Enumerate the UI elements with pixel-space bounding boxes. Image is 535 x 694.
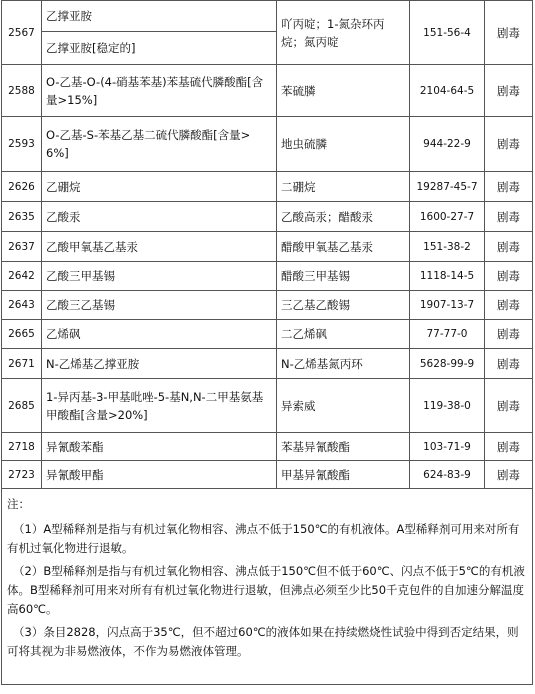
table-row xyxy=(2,291,533,320)
cas-number: 1600-27-7 xyxy=(410,202,485,232)
table-row xyxy=(2,65,533,117)
row-number: 2718 xyxy=(2,433,42,461)
table-row xyxy=(2,433,533,461)
table-row xyxy=(2,1,533,65)
cas-number: 944-22-9 xyxy=(410,117,485,172)
table-row xyxy=(2,320,533,349)
chemical-name: O-乙基-S-苯基乙基二硫代膦酸酯[含量>6%] xyxy=(42,117,277,172)
cas-number: 151-56-4 xyxy=(410,1,485,65)
row-number: 2643 xyxy=(2,291,42,320)
note-item: （2）B型稀释剂是指与有机过氧化物相容、沸点低于150℃但不低于60℃、闪点不低于5℃的有机液体。B型稀释剂可用来对所有有机过氧化物进行退敏，但沸点必须至少比50千克包件的自加速分解温度高60℃。 xyxy=(7,564,525,616)
chemical-name: 乙酸三乙基锡 xyxy=(42,291,277,320)
hazard-category: 剧毒 xyxy=(485,172,533,202)
notes-heading: 注： xyxy=(7,497,30,511)
table-body xyxy=(2,1,533,685)
chemical-name: N-乙烯基乙撑亚胺 xyxy=(42,349,277,379)
hazard-category: 剧毒 xyxy=(485,379,533,433)
chemical-alias: 二乙烯砜 xyxy=(277,320,410,349)
table-row xyxy=(2,172,533,202)
notes-cell xyxy=(2,489,533,685)
chemical-alias: 吖丙啶；1-氮杂环丙烷；氮丙啶 xyxy=(277,1,410,65)
note-item: （1）A型稀释剂是指与有机过氧化物相容、沸点不低于150℃的有机液体。A型稀释剂可用来对所有有机过氧化物进行退敏。 xyxy=(7,522,520,555)
chemical-name: 异氰酸甲酯 xyxy=(42,461,277,489)
hazard-category: 剧毒 xyxy=(485,320,533,349)
chemical-name: 乙酸甲氧基乙基汞 xyxy=(42,232,277,262)
hazard-category: 剧毒 xyxy=(485,1,533,65)
chemical-alias: 甲基异氰酸酯 xyxy=(277,461,410,489)
hazard-category: 剧毒 xyxy=(485,262,533,291)
chemical-name-cell xyxy=(42,1,277,65)
cas-number: 77-77-0 xyxy=(410,320,485,349)
table-row xyxy=(2,117,533,172)
chemical-alias: N-乙烯基氮丙环 xyxy=(277,349,410,379)
cas-number: 5628-99-9 xyxy=(410,349,485,379)
cas-number: 103-71-9 xyxy=(410,433,485,461)
chemical-name: 乙撑亚胺[稳定的] xyxy=(42,31,276,64)
cas-number: 1907-13-7 xyxy=(410,291,485,320)
chemical-name: 乙烯砜 xyxy=(42,320,277,349)
table-row xyxy=(2,461,533,489)
chemical-alias: 苯硫膦 xyxy=(277,65,410,117)
row-number: 2671 xyxy=(2,349,42,379)
cas-number: 19287-45-7 xyxy=(410,172,485,202)
row-number: 2637 xyxy=(2,232,42,262)
row-number: 2642 xyxy=(2,262,42,291)
chemical-alias: 地虫硫膦 xyxy=(277,117,410,172)
chemical-name: 乙酸汞 xyxy=(42,202,277,232)
hazard-category: 剧毒 xyxy=(485,349,533,379)
table-row xyxy=(2,379,533,433)
hazard-category: 剧毒 xyxy=(485,232,533,262)
chemical-alias: 二硼烷 xyxy=(277,172,410,202)
row-number: 2626 xyxy=(2,172,42,202)
hazard-category: 剧毒 xyxy=(485,291,533,320)
table-row xyxy=(2,202,533,232)
chemical-name: 乙酸三甲基锡 xyxy=(42,262,277,291)
chemical-alias: 异索威 xyxy=(277,379,410,433)
chemical-name: O-乙基-O-(4-硝基苯基)苯基硫代膦酸酯[含量>15%] xyxy=(42,65,277,117)
hazard-category: 剧毒 xyxy=(485,433,533,461)
hazard-category: 剧毒 xyxy=(485,65,533,117)
table-row xyxy=(2,349,533,379)
cas-number: 1118-14-5 xyxy=(410,262,485,291)
row-number: 2665 xyxy=(2,320,42,349)
row-number: 2635 xyxy=(2,202,42,232)
cas-number: 624-83-9 xyxy=(410,461,485,489)
hazard-category: 剧毒 xyxy=(485,202,533,232)
chemical-alias: 乙酸高汞；醋酸汞 xyxy=(277,202,410,232)
cas-number: 151-38-2 xyxy=(410,232,485,262)
cas-number: 119-38-0 xyxy=(410,379,485,433)
chemical-alias: 三乙基乙酸锡 xyxy=(277,291,410,320)
row-number: 2567 xyxy=(2,1,42,65)
note-item: （3）条目2828，闪点高于35℃，但不超过60℃的液体如果在持续燃烧性试验中得到否定结果，则可将其视为非易燃液体，不作为易燃液体管理。 xyxy=(7,625,519,658)
chemical-table xyxy=(1,0,533,685)
chemical-alias: 醋酸三甲基锡 xyxy=(277,262,410,291)
row-number: 2588 xyxy=(2,65,42,117)
row-number: 2593 xyxy=(2,117,42,172)
hazard-category: 剧毒 xyxy=(485,461,533,489)
row-number: 2685 xyxy=(2,379,42,433)
notes-row xyxy=(2,489,533,685)
chemical-name: 1-异丙基-3-甲基吡唑-5-基N,N-二甲基氨基甲酸酯[含量>20%] xyxy=(42,379,277,433)
row-number: 2723 xyxy=(2,461,42,489)
chemical-name: 乙撑亚胺 xyxy=(46,9,92,23)
chemical-alias: 苯基异氰酸酯 xyxy=(277,433,410,461)
chemical-name: 异氰酸苯酯 xyxy=(42,433,277,461)
chemical-name: 乙硼烷 xyxy=(42,172,277,202)
cas-number: 2104-64-5 xyxy=(410,65,485,117)
table-row xyxy=(2,232,533,262)
hazard-category: 剧毒 xyxy=(485,117,533,172)
chemical-alias: 醋酸甲氧基乙基汞 xyxy=(277,232,410,262)
table-row xyxy=(2,262,533,291)
